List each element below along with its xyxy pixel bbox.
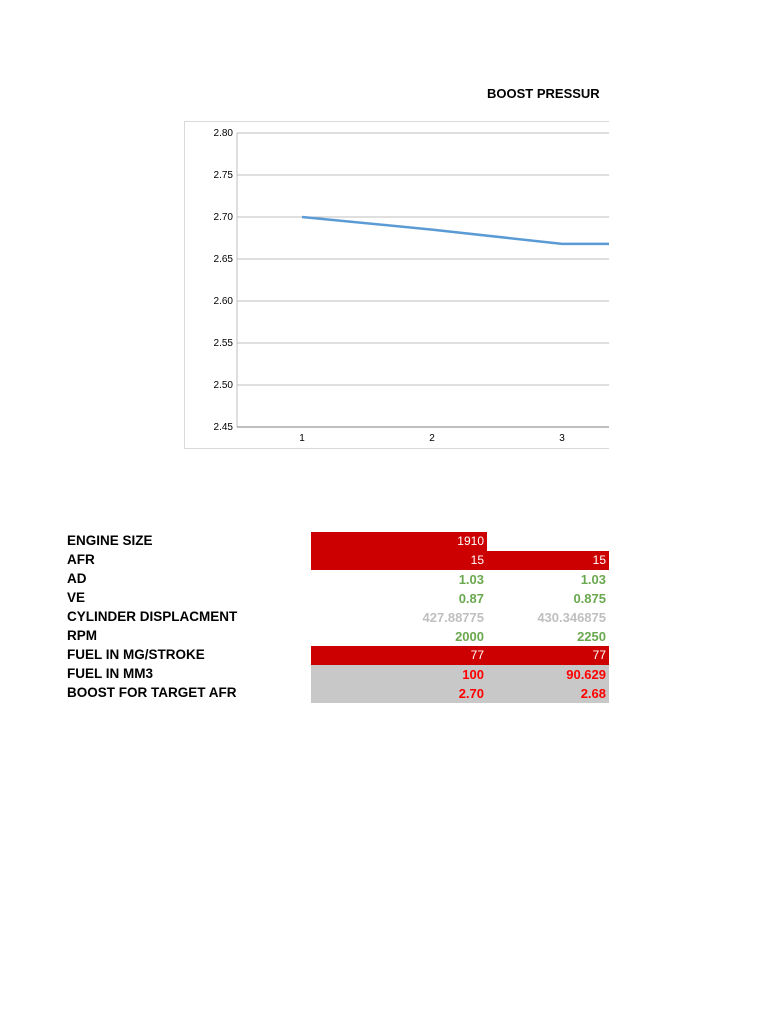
table-row-engine-size [0,532,768,551]
chart-title: BOOST PRESSUR [487,86,600,101]
row-label: BOOST FOR TARGET AFR [67,685,237,700]
fuel-mg-stroke-value-1: 77 [311,646,487,665]
rpm-value-1: 2000 [455,629,484,644]
x-tick-label: 3 [559,433,565,444]
y-tick-label: 2.70 [213,212,233,223]
x-tick-label: 1 [299,433,305,444]
rpm-value-2: 2250 [577,629,606,644]
y-tick-label: 2.50 [213,380,233,391]
row-label: AD [67,571,87,586]
y-tick-label: 2.45 [213,422,233,433]
table-row-ve [0,589,768,608]
y-tick-label: 2.60 [213,296,233,307]
boost-target-afr-value-1: 2.70 [311,684,487,703]
table-row-rpm [0,627,768,646]
cylinder-displacement-value-2: 430.346875 [537,610,606,625]
row-label: RPM [67,628,97,643]
ad-value-1: 1.03 [458,572,484,587]
ve-value-2: 0.875 [573,591,606,606]
table-row-fuel-mm3 [0,665,768,684]
row-label: FUEL IN MM3 [67,666,154,681]
cylinder-displacement-value-1: 427.88775 [422,610,484,625]
y-tick-label: 2.65 [213,254,233,265]
table-row-boost-target-afr [0,684,768,703]
x-tick-label: 2 [429,433,435,444]
y-tick-label: 2.80 [213,128,233,139]
engine-size-value-1: 1910 [311,532,487,551]
fuel-mg-stroke-value-2: 77 [487,646,609,665]
boost-target-afr-value-2: 2.68 [487,684,609,703]
row-label: CYLINDER DISPLACMENT [67,609,238,624]
table-row-afr [0,551,768,570]
page-edge-mask [609,60,768,480]
y-tick-label: 2.75 [213,170,233,181]
ad-value-2: 1.03 [580,572,606,587]
table-row-fuel-mg-stroke [0,646,768,665]
fuel-mm3-value-1: 100 [311,665,487,684]
ve-value-1: 0.87 [458,591,484,606]
row-label: AFR [67,552,95,567]
y-tick-label: 2.55 [213,338,233,349]
afr-value-2: 15 [487,551,609,570]
fuel-mm3-value-2: 90.629 [487,665,609,684]
row-label: ENGINE SIZE [67,533,153,548]
afr-value-1: 15 [311,551,487,570]
row-label: VE [67,590,86,605]
table-row-ad [0,570,768,589]
row-label: FUEL IN MG/STROKE [67,647,205,662]
table-row-cylinder-displacement [0,608,768,627]
